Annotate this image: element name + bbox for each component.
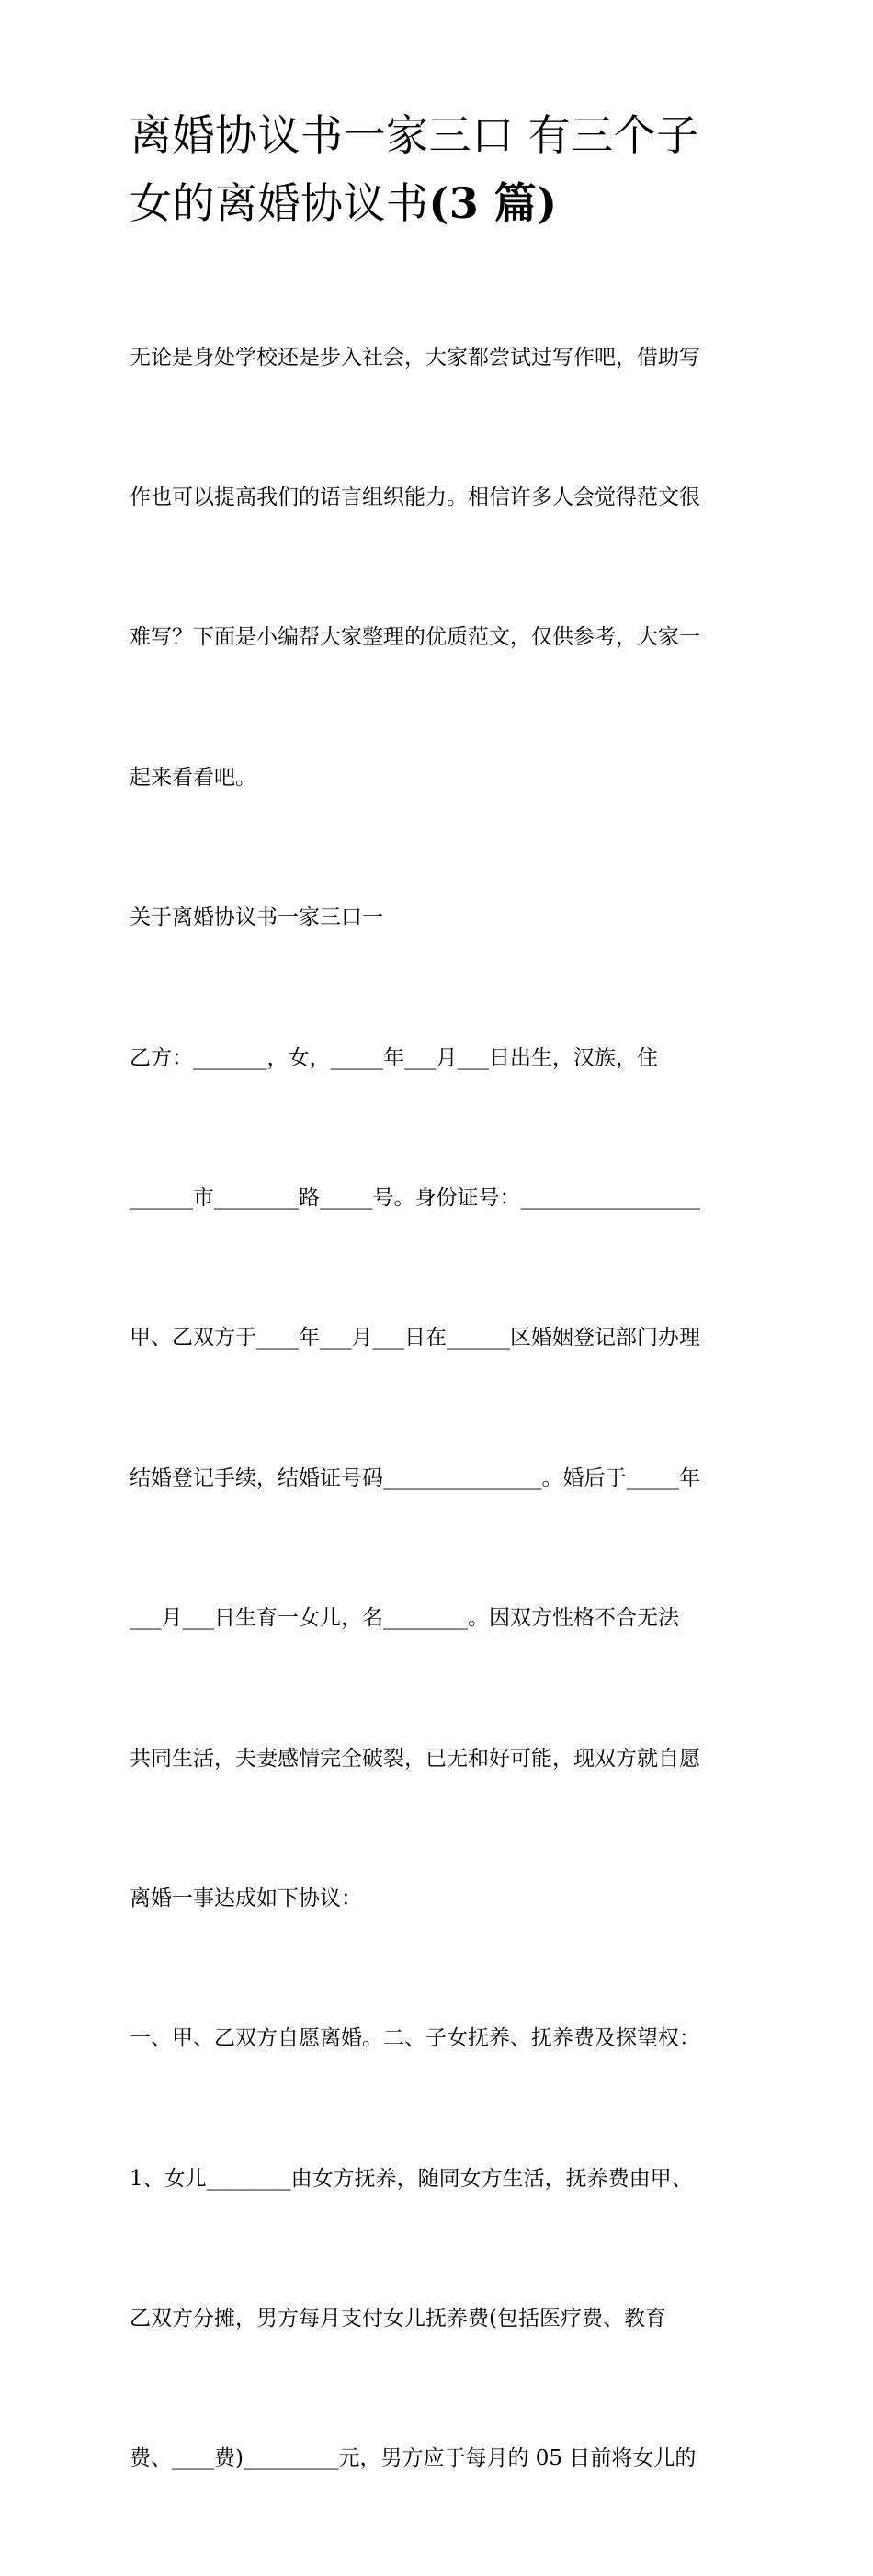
body-line: ___月___日生育一女儿，名________。因双方性格不合无法 xyxy=(130,1606,679,1631)
title-line-2-text: 女的离婚协议书 xyxy=(130,178,429,228)
body-line: 离婚一事达成如下协议： xyxy=(130,1886,362,1910)
title-line-2 xyxy=(130,169,754,237)
body-line: 共同生活，夫妻感情完全破裂，已无和好可能，现双方就自愿 xyxy=(130,1746,700,1771)
body-line: 乙方：_______，女，_____年___月___日出生，汉族，住 xyxy=(130,1045,658,1070)
intro-paragraph xyxy=(130,241,754,895)
intro-line: 起来看看吧。 xyxy=(130,765,256,790)
intro-line: 无论是身处学校还是步入社会，大家都尝试过写作吧，借助写 xyxy=(130,345,700,370)
agreement-body xyxy=(130,941,754,2576)
intro-line: 难写？下面是小编帮大家整理的优质范文，仅供参考，大家一 xyxy=(130,625,700,650)
body-line: 费、____费)_________元，男方应于每月的 05 日前将女儿的 xyxy=(130,2446,697,2471)
title-line-1: 离婚协议书一家三口 有三个子 xyxy=(130,110,699,160)
body-line: 1、女儿________由女方抚养，随同女方生活，抚养费由甲、 xyxy=(130,2166,693,2191)
title-count: (3 篇) xyxy=(428,178,558,228)
body-line: ______市________路_____号。身份证号：_________________ xyxy=(130,1185,700,1210)
intro-line: 作也可以提高我们的语言组织能力。相信许多人会觉得范文很 xyxy=(130,484,700,509)
body-line: 乙双方分摊，男方每月支付女儿抚养费(包括医疗费、教育 xyxy=(130,2307,666,2331)
body-line: 甲、乙双方于____年___月___日在______区婚姻登记部门办理 xyxy=(130,1326,700,1351)
body-line: 结婚登记手续，结婚证号码_______________。婚后于_____年 xyxy=(130,1465,700,1490)
section-heading: 关于离婚协议书一家三口一 xyxy=(130,906,383,930)
document-title xyxy=(130,101,754,237)
body-line: 一、甲、乙双方自愿离婚。二、子女抚养、抚养费及探望权： xyxy=(130,2026,700,2051)
document-page xyxy=(130,101,754,2576)
